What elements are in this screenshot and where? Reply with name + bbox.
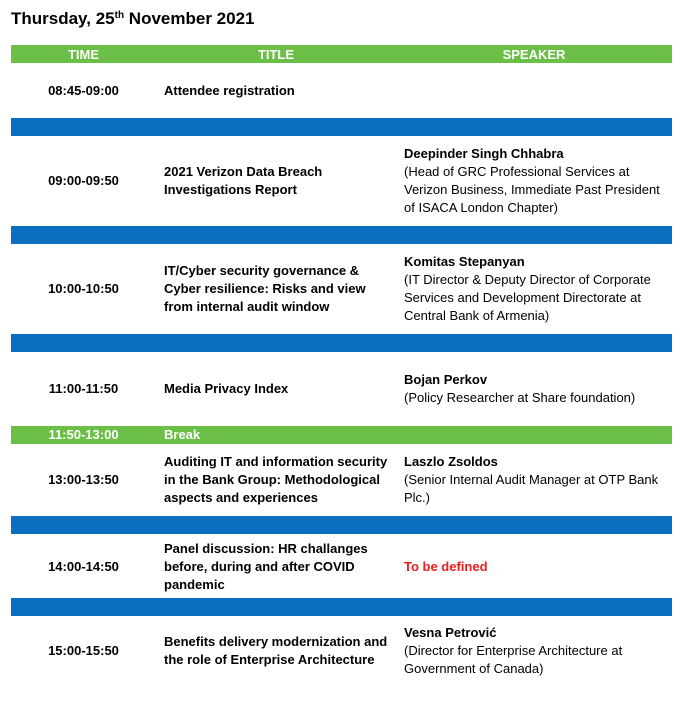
speaker-name: Vesna Petrović	[404, 625, 497, 640]
break-label: Break	[164, 427, 201, 442]
session-speaker	[404, 253, 666, 325]
speaker-name: Deepinder Singh Chhabra	[404, 146, 564, 161]
page-title-day-suffix: th	[114, 10, 125, 21]
session-title: Attendee registration	[164, 83, 295, 98]
speaker-to-be-defined: To be defined	[404, 559, 488, 574]
session-time: 09:00-09:50	[48, 173, 119, 188]
speaker-name: Laszlo Zsoldos	[404, 454, 498, 469]
speaker-role: (Policy Researcher at Share foundation)	[404, 390, 636, 405]
page-title-day: Thursday, 25	[11, 9, 115, 28]
session-title: 2021 Verizon Data Breach Investigations Report	[164, 164, 323, 197]
speaker-role: (Director for Enterprise Architecture at Government of Canada)	[404, 643, 623, 676]
session-speaker	[404, 371, 666, 407]
session-title: IT/Cyber security governance & Cyber resilience: Risks and view from internal audit window	[164, 263, 366, 314]
table-header	[11, 45, 672, 63]
session-time: 14:00-14:50	[48, 559, 119, 574]
session-speaker	[404, 145, 666, 217]
header-time: TIME	[67, 47, 100, 62]
session-speaker	[404, 558, 666, 576]
page-title	[11, 9, 254, 29]
speaker-role: (Head of GRC Professional Services at Verizon Business, Immediate Past President of ISACA London Chapter)	[404, 164, 660, 215]
speaker-role: (Senior Internal Audit Manager at OTP Bank Plc.)	[404, 472, 659, 505]
row-separator	[11, 226, 672, 244]
session-title: Panel discussion: HR challanges before, during and after COVID pandemic	[164, 541, 368, 592]
speaker-role: (IT Director & Deputy Director of Corporate Services and Development Directorate at Central Bank of Armenia)	[404, 272, 651, 323]
break-time: 11:50-13:00	[48, 427, 119, 442]
session-time: 15:00-15:50	[48, 643, 119, 658]
page-title-month-year: November 2021	[124, 9, 255, 28]
session-time: 08:45-09:00	[48, 83, 119, 98]
speaker-name: Bojan Perkov	[404, 372, 488, 387]
session-title: Auditing IT and information security in the Bank Group: Methodological aspects and experiences	[164, 454, 388, 505]
session-time: 11:00-11:50	[48, 381, 119, 396]
speaker-name: Komitas Stepanyan	[404, 254, 525, 269]
row-separator	[11, 118, 672, 136]
session-title: Media Privacy Index	[164, 381, 289, 396]
session-title: Benefits delivery modernization and the role of Enterprise Architecture	[164, 634, 388, 667]
session-time: 13:00-13:50	[48, 472, 119, 487]
row-separator	[11, 598, 672, 616]
row-separator	[11, 334, 672, 352]
session-speaker	[404, 453, 666, 507]
header-title: TITLE	[257, 47, 295, 62]
session-time: 10:00-10:50	[48, 281, 119, 296]
break-row	[11, 426, 672, 444]
session-speaker	[404, 624, 666, 678]
header-speaker: SPEAKER	[502, 47, 566, 62]
row-separator	[11, 516, 672, 534]
